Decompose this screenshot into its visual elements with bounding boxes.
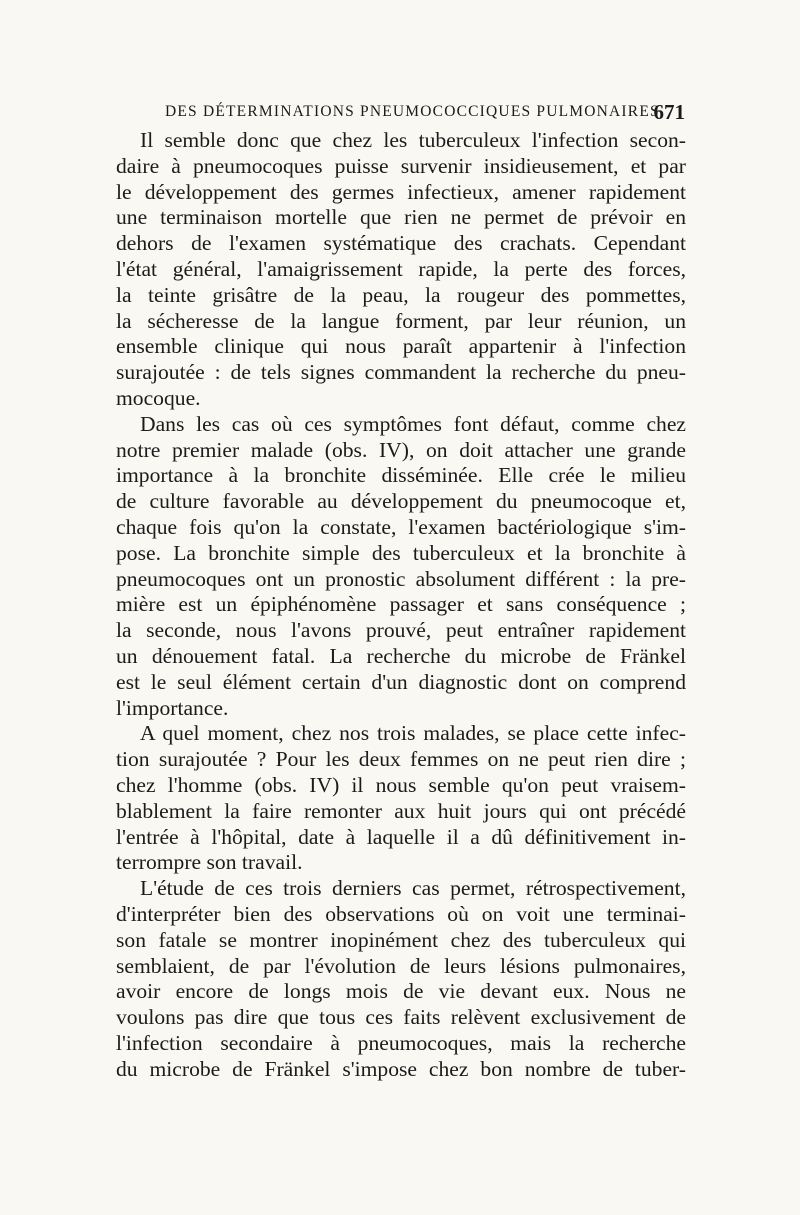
text-line: surajoutée : de tels signes commandent la recherche du pneu- — [116, 360, 686, 385]
text-line: l'infection secondaire à pneumocoques, mais la recherche — [116, 1030, 686, 1055]
text-line: l'état général, l'amaigrissement rapide, la perte des forces, — [116, 256, 686, 281]
text-line: la seconde, nous l'avons prouvé, peut entraîner rapidement — [116, 618, 686, 643]
text-line: dehors de l'examen systématique des crachats. Cependant — [116, 231, 686, 256]
text-line: est le seul élément certain d'un diagnostic dont on comprend — [116, 669, 686, 694]
text-line: ensemble clinique qui nous paraît appartenir à l'infection — [116, 334, 686, 359]
text-line: chez l'homme (obs. IV) il nous semble qu'on peut vraisem- — [116, 772, 686, 797]
text-line: daire à pneumocoques puisse survenir insidieusement, et par — [116, 153, 686, 178]
text-line: l'entrée à l'hôpital, date à laquelle il a dû définitivement in- — [116, 824, 686, 849]
text-line: la sécheresse de la langue forment, par leur réunion, un — [116, 308, 686, 333]
page-number: 671 — [653, 100, 685, 124]
text-line: l'importance. — [116, 695, 229, 720]
text-line: la teinte grisâtre de la peau, la rougeur des pommettes, — [116, 282, 686, 307]
text-line: Dans les cas où ces symptômes font défaut, comme chez — [140, 411, 686, 436]
text-line: chaque fois qu'on la constate, l'examen bactériologique s'im- — [116, 514, 686, 539]
text-line: pose. La bronchite simple des tuberculeux et la bronchite à — [116, 540, 686, 565]
text-line: semblaient, de par l'évolution de leurs lésions pulmonaires, — [116, 953, 686, 978]
body-text — [116, 128, 686, 1082]
text-line: terrompre son travail. — [116, 850, 303, 875]
running-title: DES DÉTERMINATIONS PNEUMOCOCCIQUES PULMONAIRES. — [165, 103, 665, 120]
running-head — [115, 100, 685, 130]
text-line: voulons pas dire que tous ces faits relèvent exclusivement de — [116, 1005, 686, 1030]
text-line: d'interpréter bien des observations où on voit une terminai- — [116, 901, 686, 926]
text-line: Il semble donc que chez les tuberculeux l'infection secon- — [140, 128, 686, 152]
text-line: une terminaison mortelle que rien ne permet de prévoir en — [116, 205, 686, 230]
text-line: mocoque. — [116, 385, 201, 410]
text-line: notre premier malade (obs. IV), on doit attacher une grande — [116, 437, 686, 462]
text-line: blablement la faire remonter aux huit jours qui ont précédé — [116, 798, 686, 823]
text-line: du microbe de Fränkel s'impose chez bon nombre de tuber- — [116, 1056, 686, 1081]
text-line: mière est un épiphénomène passager et sans conséquence ; — [116, 592, 686, 617]
text-line: A quel moment, chez nos trois malades, se place cette infec- — [140, 721, 686, 746]
text-line: pneumocoques ont un pronostic absolument différent : la pre- — [116, 566, 686, 591]
text-line: importance à la bronchite disséminée. Elle crée le milieu — [116, 463, 686, 488]
text-line: le développement des germes infectieux, amener rapidement — [116, 179, 686, 204]
text-line: L'étude de ces trois derniers cas permet, rétrospectivement, — [140, 876, 686, 901]
text-line: de culture favorable au développement du pneumocoque et, — [116, 489, 686, 514]
text-line: son fatale se montrer inopinément chez des tuberculeux qui — [116, 927, 686, 952]
text-line: tion surajoutée ? Pour les deux femmes on ne peut rien dire ; — [116, 747, 686, 772]
text-line: avoir encore de longs mois de vie devant eux. Nous ne — [116, 979, 686, 1004]
text-line: un dénouement fatal. La recherche du microbe de Fränkel — [116, 643, 686, 668]
